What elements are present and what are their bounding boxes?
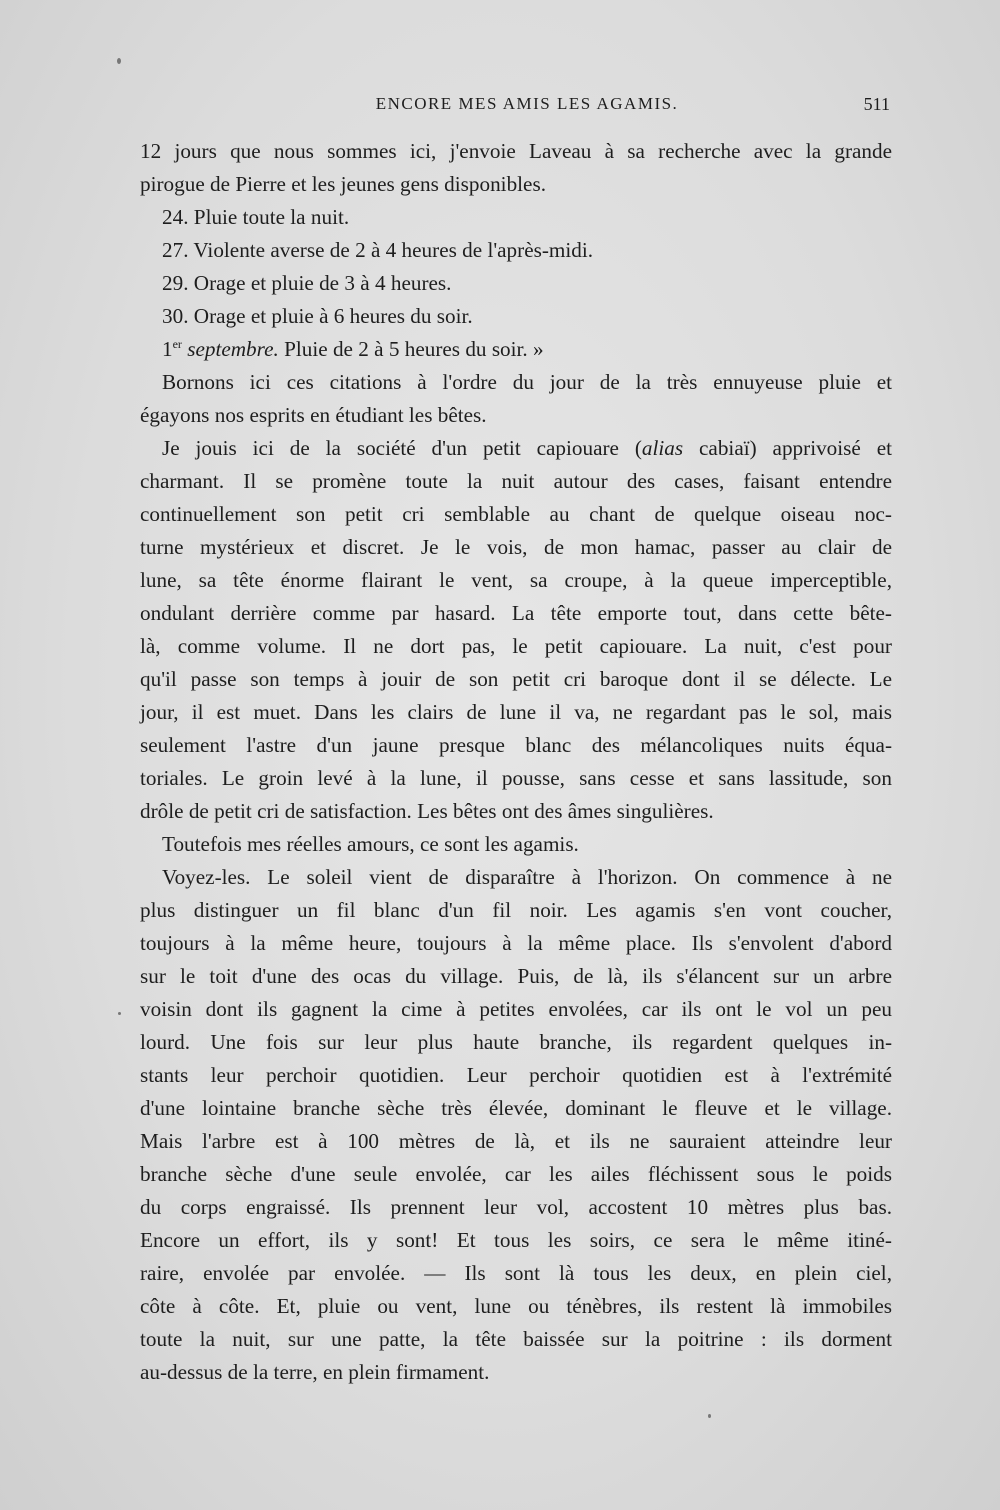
- running-head: [140, 92, 890, 120]
- text-line: continuellement son petit cri semblable au chant de quelque oiseau noc-: [140, 502, 892, 526]
- text-line: [140, 432, 892, 465]
- text-line: pirogue de Pierre et les jeunes gens disponibles.: [140, 172, 546, 196]
- text-line: voisin dont ils gagnent la cime à petites envolées, car ils ont le vol un peu: [140, 997, 892, 1021]
- text-line: branche sèche d'une seule envolée, car les ailes fléchissent sous le poids: [140, 1162, 892, 1186]
- ordinal-suffix: er: [172, 337, 182, 351]
- text-segment: Je jouis ici de la société d'un petit capiouare (: [162, 436, 642, 460]
- text-line: sur le toit d'une des ocas du village. Puis, de là, ils s'élancent sur un arbre: [140, 964, 892, 988]
- date-entry-text: Pluie de 2 à 5 heures du soir. »: [278, 337, 544, 361]
- date-number: 1: [162, 337, 173, 361]
- text-line: toute la nuit, sur une patte, la tête baissée sur la poitrine : ils dorment: [140, 1327, 892, 1351]
- speck-mark: [118, 1012, 121, 1015]
- text-line: Bornons ici ces citations à l'ordre du jour de la très ennuyeuse pluie et: [162, 370, 892, 394]
- text-line: au-dessus de la terre, en plein firmament.: [140, 1360, 490, 1384]
- text-line: d'une lointaine branche sèche très élevée, dominant le fleuve et le village.: [140, 1096, 892, 1120]
- text-line: Mais l'arbre est à 100 mètres de là, et ils ne sauraient atteindre leur: [140, 1129, 892, 1153]
- text-line: côte à côte. Et, pluie ou vent, lune ou ténèbres, ils restent là immobiles: [140, 1294, 892, 1318]
- text-line: qu'il passe son temps à jouir de son petit cri baroque dont il se délecte. Le: [140, 667, 892, 691]
- text-line: 24. Pluie toute la nuit.: [162, 205, 350, 229]
- text-line: lourd. Une fois sur leur plus haute branche, ils regardent quelques in-: [140, 1030, 892, 1054]
- text-line: jour, il est muet. Dans les clairs de lune il va, ne regardant pas le sol, mais: [140, 700, 892, 724]
- text-line: là, comme volume. Il ne dort pas, le petit capiouare. La nuit, c'est pour: [140, 634, 892, 658]
- text-line: 27. Violente averse de 2 à 4 heures de l'après-midi.: [162, 238, 594, 262]
- text-line: plus distinguer un fil blanc d'un fil noir. Les agamis s'en vont coucher,: [140, 898, 892, 922]
- running-title: ENCORE MES AMIS LES AGAMIS.: [375, 94, 679, 113]
- text-line: Toutefois mes réelles amours, ce sont les agamis.: [162, 832, 579, 856]
- text-line: égayons nos esprits en étudiant les bêtes.: [140, 403, 487, 427]
- text-line: du corps engraissé. Ils prennent leur vol, accostent 10 mètres plus bas.: [140, 1195, 892, 1219]
- text-line: toujours à la même heure, toujours à la même place. Ils s'envolent d'abord: [140, 931, 892, 955]
- page-number: 511: [863, 94, 890, 114]
- text-line: seulement l'astre d'un jaune presque blanc des mélancoliques nuits équa-: [140, 733, 892, 757]
- speck-mark: [708, 1414, 711, 1418]
- text-line: [140, 333, 892, 366]
- text-line: 29. Orage et pluie de 3 à 4 heures.: [162, 271, 452, 295]
- text-segment: cabiaï) apprivoisé et: [683, 436, 893, 460]
- text-line: Encore un effort, ils y sont! Et tous les soirs, ce sera le même itiné-: [140, 1228, 892, 1252]
- text-line: turne mystérieux et discret. Je le vois, de mon hamac, passer au clair de: [140, 535, 892, 559]
- body-text: [140, 135, 892, 1389]
- date-month: septembre.: [187, 337, 279, 361]
- text-line: Voyez-les. Le soleil vient de disparaître à l'horizon. On commence à ne: [162, 865, 892, 889]
- italic-word: alias: [641, 436, 684, 460]
- text-line: ondulant derrière comme par hasard. La tête emporte tout, dans cette bête-: [140, 601, 892, 625]
- text-line: lune, sa tête énorme flairant le vent, sa croupe, à la queue imperceptible,: [140, 568, 892, 592]
- text-line: 30. Orage et pluie à 6 heures du soir.: [162, 304, 473, 328]
- text-line: charmant. Il se promène toute la nuit autour des cases, faisant entendre: [140, 469, 892, 493]
- text-line: raire, envolée par envolée. — Ils sont là tous les deux, en plein ciel,: [140, 1261, 892, 1285]
- text-line: 12 jours que nous sommes ici, j'envoie Laveau à sa recherche avec la grande: [140, 139, 892, 163]
- text-line: drôle de petit cri de satisfaction. Les bêtes ont des âmes singulières.: [140, 799, 714, 823]
- speck-mark: [117, 58, 121, 64]
- text-line: stants leur perchoir quotidien. Leur perchoir quotidien est à l'extrémité: [140, 1063, 892, 1087]
- text-line: toriales. Le groin levé à la lune, il pousse, sans cesse et sans lassitude, son: [140, 766, 892, 790]
